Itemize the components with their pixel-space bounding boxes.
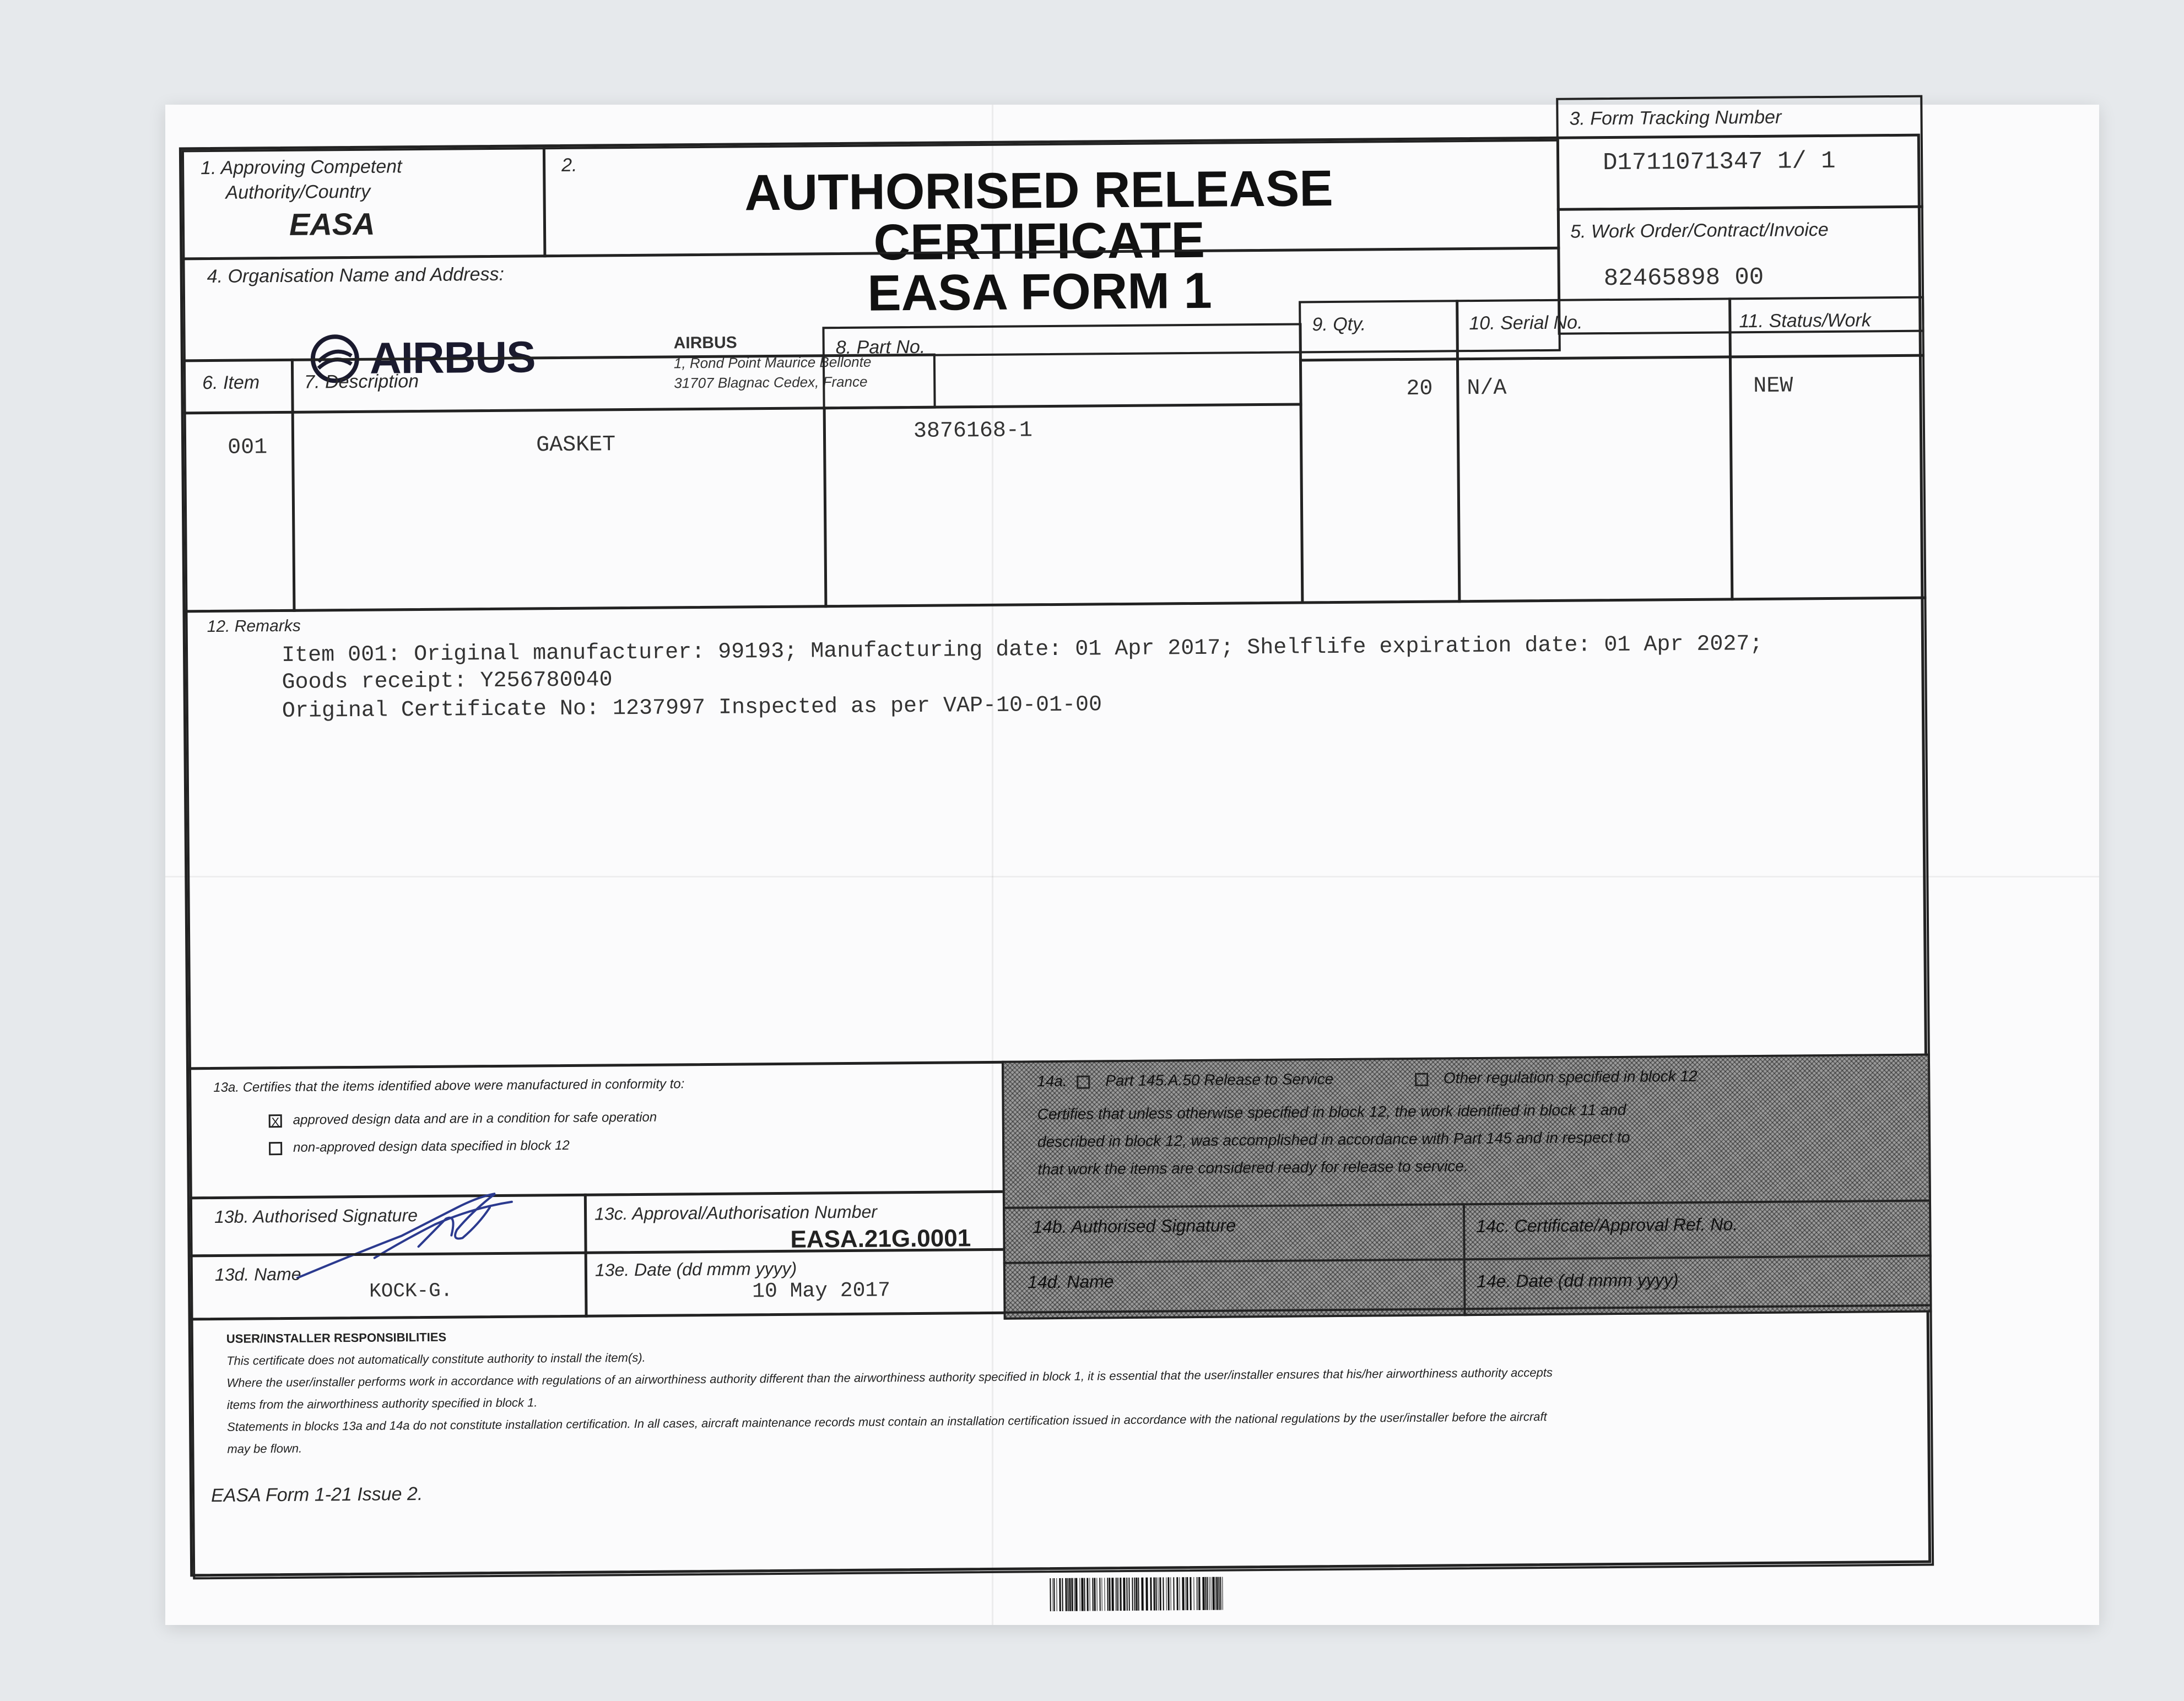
block-14a-options [1037, 1063, 1698, 1095]
block-13a-option-1 [269, 1110, 657, 1129]
remarks-line-1: Item 001: Original manufacturer: 99193; Manufacturing date: 01 Apr 2017; Shelflife expiration date: 01 Apr 2027; [281, 631, 1763, 669]
address-line-1: 1, Rond Point Maurice Bellonte [673, 353, 872, 372]
header-qty [1299, 300, 1459, 361]
approval-number: EASA.21G.0001 [790, 1225, 971, 1253]
block-13c-label: 13c. Approval/Authorisation Number [594, 1201, 878, 1224]
block-14a-option-2: Other regulation specified in block 12 [1443, 1067, 1698, 1087]
part-145-checkbox[interactable] [1077, 1075, 1090, 1088]
row-qty-value: 20 [1406, 376, 1433, 402]
block-14a [1002, 1054, 1931, 1210]
block-14a-text-3: that work the items are considered ready for release to service. [1037, 1157, 1468, 1178]
block-5-label: 5. Work Order/Contract/Invoice [1570, 219, 1829, 242]
header-part-no-label: 8. Part No. [835, 336, 926, 359]
header-status-label: 11. Status/Work [1739, 310, 1871, 332]
tracking-number: D1711071347 1/ 1 [1602, 147, 1836, 177]
remarks-line-3: Original Certificate No: 1237997 Inspected as per VAP-10-01-00 [282, 692, 1102, 724]
block-14e-label: 14e. Date (dd mmm yyyy) [1476, 1270, 1679, 1292]
block-14a-text-2: described in block 12, was accomplished in accordance with Part 145 and in respect to [1037, 1128, 1630, 1151]
authority-value: EASA [289, 206, 375, 242]
date-value: 10 May 2017 [752, 1279, 891, 1304]
block-14d-label: 14d. Name [1027, 1271, 1114, 1292]
header-part-no [822, 323, 1302, 409]
barcode [1050, 1575, 1435, 1611]
block-14c [1463, 1200, 1932, 1261]
block-13b-label: 13b. Authorised Signature [214, 1205, 418, 1227]
form-title-line-1: AUTHORISED RELEASE CERTIFICATE [744, 160, 1334, 271]
row-serial-cell [1456, 355, 1733, 603]
block-13a [189, 1061, 1005, 1200]
row-item-value: 001 [227, 435, 268, 461]
row-qty-cell [1299, 357, 1461, 604]
row-part-no-cell [823, 403, 1304, 608]
block-14b-label: 14b. Authorised Signature [1032, 1215, 1236, 1237]
header-serial [1456, 297, 1732, 360]
block-13a-option-2 [269, 1138, 570, 1156]
row-part-no-value: 3876168-1 [913, 418, 1033, 444]
block-13e-label: 13e. Date (dd mmm yyyy) [594, 1258, 797, 1280]
block-13b [190, 1194, 587, 1258]
block-14a-option-1: Part 145.A.50 Release to Service [1105, 1070, 1334, 1090]
block-14a-text-1: Certifies that unless otherwise specified in block 12, the work identified in block 11 and [1037, 1101, 1626, 1123]
block-14a-label: 14a. [1037, 1072, 1067, 1090]
block-13d-label: 13d. Name [214, 1264, 301, 1285]
header-description-label: 7. Description [304, 371, 419, 393]
block-14b [1003, 1203, 1466, 1265]
block-4-label: 4. Organisation Name and Address: [207, 263, 505, 288]
responsibilities-p2: Where the user/installer performs work in accordance with regulations of an airworthiness authority different than the airworthiness authority specified in block 1, it is essential that the user/installer ensures that his/her airworthiness authority accepts [226, 1365, 1553, 1390]
header-qty-label: 9. Qty. [1312, 313, 1366, 335]
header-item-label: 6. Item [202, 372, 260, 394]
airbus-logo-text: AIRBUS [369, 332, 536, 383]
block-13d [191, 1252, 588, 1321]
name-value: KOCK-G. [369, 1279, 453, 1303]
remarks-line-2: Goods receipt: Y256780040 [282, 668, 613, 696]
responsibilities-p4: Statements in blocks 13a and 14a do not constitute installation certification. In all cases, aircraft maintenance records must contain an installation certification issued in accordance with the national regulations by the user/installer before the aircraft [227, 1410, 1547, 1434]
form-reference: EASA Form 1-21 Issue 2. [210, 1483, 423, 1507]
block-1-label-2: Authority/Country [225, 181, 371, 203]
header-status [1728, 296, 1924, 359]
block-13c [584, 1190, 1006, 1254]
non-approved-design-checkbox[interactable] [269, 1142, 282, 1155]
responsibilities-p1: This certificate does not automatically constitute authority to install the item(s). [226, 1350, 646, 1368]
block-2-label: 2. [561, 154, 577, 176]
row-description-cell [291, 407, 828, 612]
row-item-cell [184, 411, 296, 613]
block-12-remarks [185, 597, 1929, 1070]
block-1-authority [182, 147, 547, 260]
address-name: AIRBUS [673, 333, 737, 353]
row-serial-value: N/A [1467, 376, 1507, 402]
easa-form-1 [179, 106, 1931, 1577]
block-13a-option-2-text: non-approved design data specified in block 12 [293, 1137, 570, 1155]
block-3-label: 3. Form Tracking Number [1569, 106, 1782, 129]
approved-design-checkbox[interactable]: X [269, 1114, 282, 1128]
block-13a-option-1-text: approved design data and are in a condition for safe operation [293, 1109, 657, 1128]
responsibilities-heading: USER/INSTALLER RESPONSIBILITIES [226, 1330, 447, 1346]
block-13e [585, 1248, 1007, 1318]
row-status-value: NEW [1753, 373, 1793, 399]
block-3-tracking [1556, 95, 1923, 211]
user-installer-responsibilities [191, 1304, 1934, 1580]
responsibilities-p5: may be flown. [227, 1441, 302, 1456]
responsibilities-p3: items from the airworthiness authority specified in block 1. [226, 1395, 538, 1412]
other-regulation-checkbox[interactable] [1415, 1072, 1428, 1086]
remarks-label: 12. Remarks [207, 616, 301, 636]
block-13a-label: 13a. Certifies that the items identified above were manufactured in conformity to: [213, 1076, 685, 1096]
row-description-value: GASKET [536, 432, 616, 458]
address-line-2: 31707 Blagnac Cedex, France [674, 373, 868, 392]
row-status-cell [1729, 354, 1926, 601]
header-item [183, 359, 294, 415]
work-order-number: 82465898 00 [1603, 263, 1764, 293]
form-title-line-2: EASA FORM 1 [867, 262, 1213, 322]
barcode-bar [1223, 1577, 1225, 1610]
block-1-label: 1. Approving Competent [201, 156, 402, 179]
header-serial-label: 10. Serial No. [1469, 312, 1583, 334]
block-14c-label: 14c. Certificate/Approval Ref. No. [1476, 1214, 1738, 1237]
